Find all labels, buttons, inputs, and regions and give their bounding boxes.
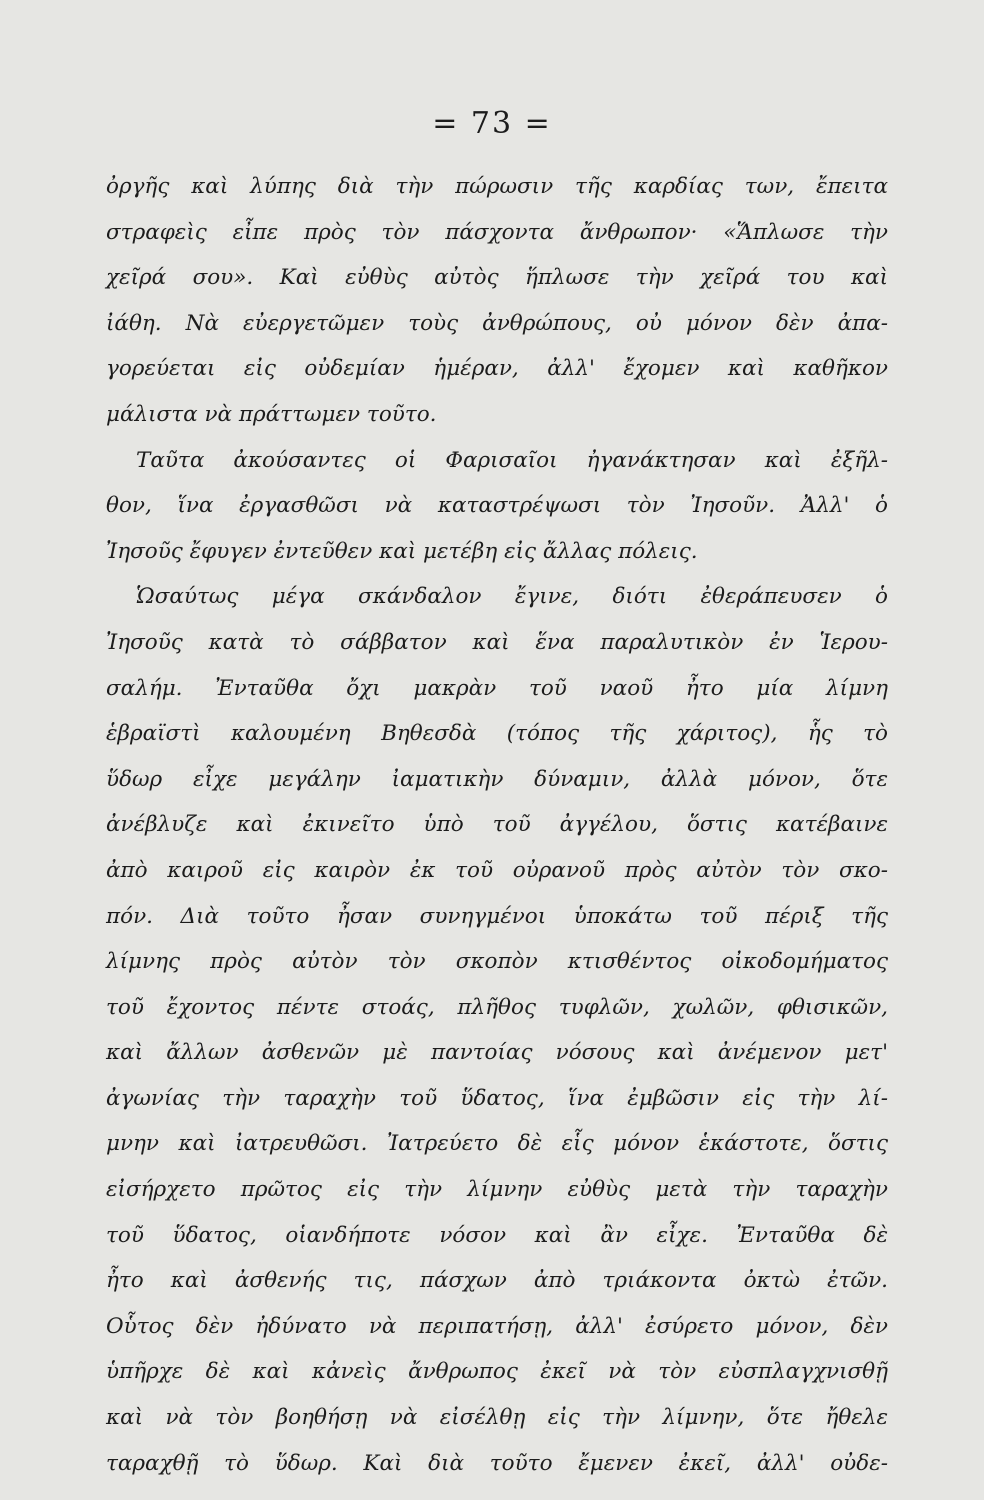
body-text [106,164,888,1486]
text-line: Ἰησοῦς κατὰ τὸ σάββατον καὶ ἕνα παραλυτικὸν ἐν Ἱερου- [106,629,888,655]
text-line: ἀνέβλυζε καὶ ἐκινεῖτο ὑπὸ τοῦ ἀγγέλου, ὅστις κατέβαινε [106,812,888,838]
text-line: χεῖρά σου». Καὶ εὐθὺς αὐτὸς ἥπλωσε τὴν χεῖρά του καὶ [106,265,888,291]
text-line: ἀπὸ καιροῦ εἰς καιρὸν ἐκ τοῦ οὐρανοῦ πρὸς αὐτὸν τὸν σκο- [106,857,888,883]
text-line: ἑβραϊστὶ καλουμένη Βηθεσδὰ (τόπος τῆς χάριτος), ἧς τὸ [106,721,888,747]
text-line: ἦτο καὶ ἀσθενής τις, πάσχων ἀπὸ τριάκοντα ὀκτὼ ἐτῶν. [106,1268,888,1294]
text-line: μάλιστα νὰ πράττωμεν τοῦτο. [106,401,437,427]
text-line: Ταῦτα ἀκούσαντες οἱ Φαρισαῖοι ἠγανάκτησαν καὶ ἐξῆλ- [136,447,888,473]
text-line: πόν. Διὰ τοῦτο ἦσαν συνηγμένοι ὑποκάτω τοῦ πέριξ τῆς [106,903,888,929]
text-line: σαλήμ. Ἐνταῦθα ὄχι μακρὰν τοῦ ναοῦ ἦτο μία λίμνη [106,675,888,701]
text-line: λίμνης πρὸς αὐτὸν τὸν σκοπὸν κτισθέντος οἰκοδομήματος [106,949,888,975]
text-line: τοῦ ὕδατος, οἱανδήποτε νόσον καὶ ἂν εἶχε. Ἐνταῦθα δὲ [106,1222,888,1248]
text-line: ὀργῆς καὶ λύπης διὰ τὴν πώρωσιν τῆς καρδίας των, ἔπειτα [106,174,888,199]
text-line: καὶ νὰ τὸν βοηθήσῃ νὰ εἰσέλθῃ εἰς τὴν λίμνην, ὅτε ἤθελε [106,1405,888,1431]
text-line: μνην καὶ ἰατρευθῶσι. Ἰατρεύετο δὲ εἷς μόνον ἑκάστοτε, ὅστις [106,1131,888,1157]
text-line: καὶ ἄλλων ἀσθενῶν μὲ παντοίας νόσους καὶ ἀνέμενον μετ' [106,1040,888,1066]
text-line: ὕδωρ εἶχε μεγάλην ἰαματικὴν δύναμιν, ἀλλὰ μόνον, ὅτε [106,766,888,792]
text-line: τοῦ ἔχοντος πέντε στοάς, πλῆθος τυφλῶν, χωλῶν, φθισικῶν, [106,994,888,1020]
text-line: θον, ἵνα ἐργασθῶσι νὰ καταστρέψωσι τὸν Ἰησοῦν. Ἀλλ' ὁ [106,493,888,519]
text-line: ἰάθη. Νὰ εὐεργετῶμεν τοὺς ἀνθρώπους, οὐ μόνον δὲν ἀπα- [106,310,888,336]
text-line: Ὡσαύτως μέγα σκάνδαλον ἔγινε, διότι ἐθεράπευσεν ὁ [136,584,888,610]
text-line: ἀγωνίας τὴν ταραχὴν τοῦ ὕδατος, ἵνα ἐμβῶσιν εἰς τὴν λί- [106,1085,888,1111]
text-line: ὑπῆρχε δὲ καὶ κἀνεὶς ἄνθρωπος ἐκεῖ νὰ τὸν εὐσπλαγχνισθῇ [106,1359,888,1385]
text-line: ταραχθῇ τὸ ὕδωρ. Καὶ διὰ τοῦτο ἔμενεν ἐκεῖ, ἀλλ' οὐδε- [106,1450,888,1476]
text-line: γορεύεται εἰς οὐδεμίαν ἡμέραν, ἀλλ' ἔχομεν καὶ καθῆκον [106,356,888,382]
text-line: στραφεὶς εἶπε πρὸς τὸν πάσχοντα ἄνθρωπον· «Ἅπλωσε τὴν [106,219,888,245]
text-line: Ἰησοῦς ἔφυγεν ἐντεῦθεν καὶ μετέβη εἰς ἄλλας πόλεις. [106,538,698,564]
page-number: = 73 = [432,106,552,141]
text-line: Οὗτος δὲν ἠδύνατο νὰ περιπατήσῃ, ἀλλ' ἐσύρετο μόνον, δὲν [106,1313,888,1339]
text-line: εἰσήρχετο πρῶτος εἰς τὴν λίμνην εὐθὺς μετὰ τὴν ταραχὴν [106,1177,888,1203]
